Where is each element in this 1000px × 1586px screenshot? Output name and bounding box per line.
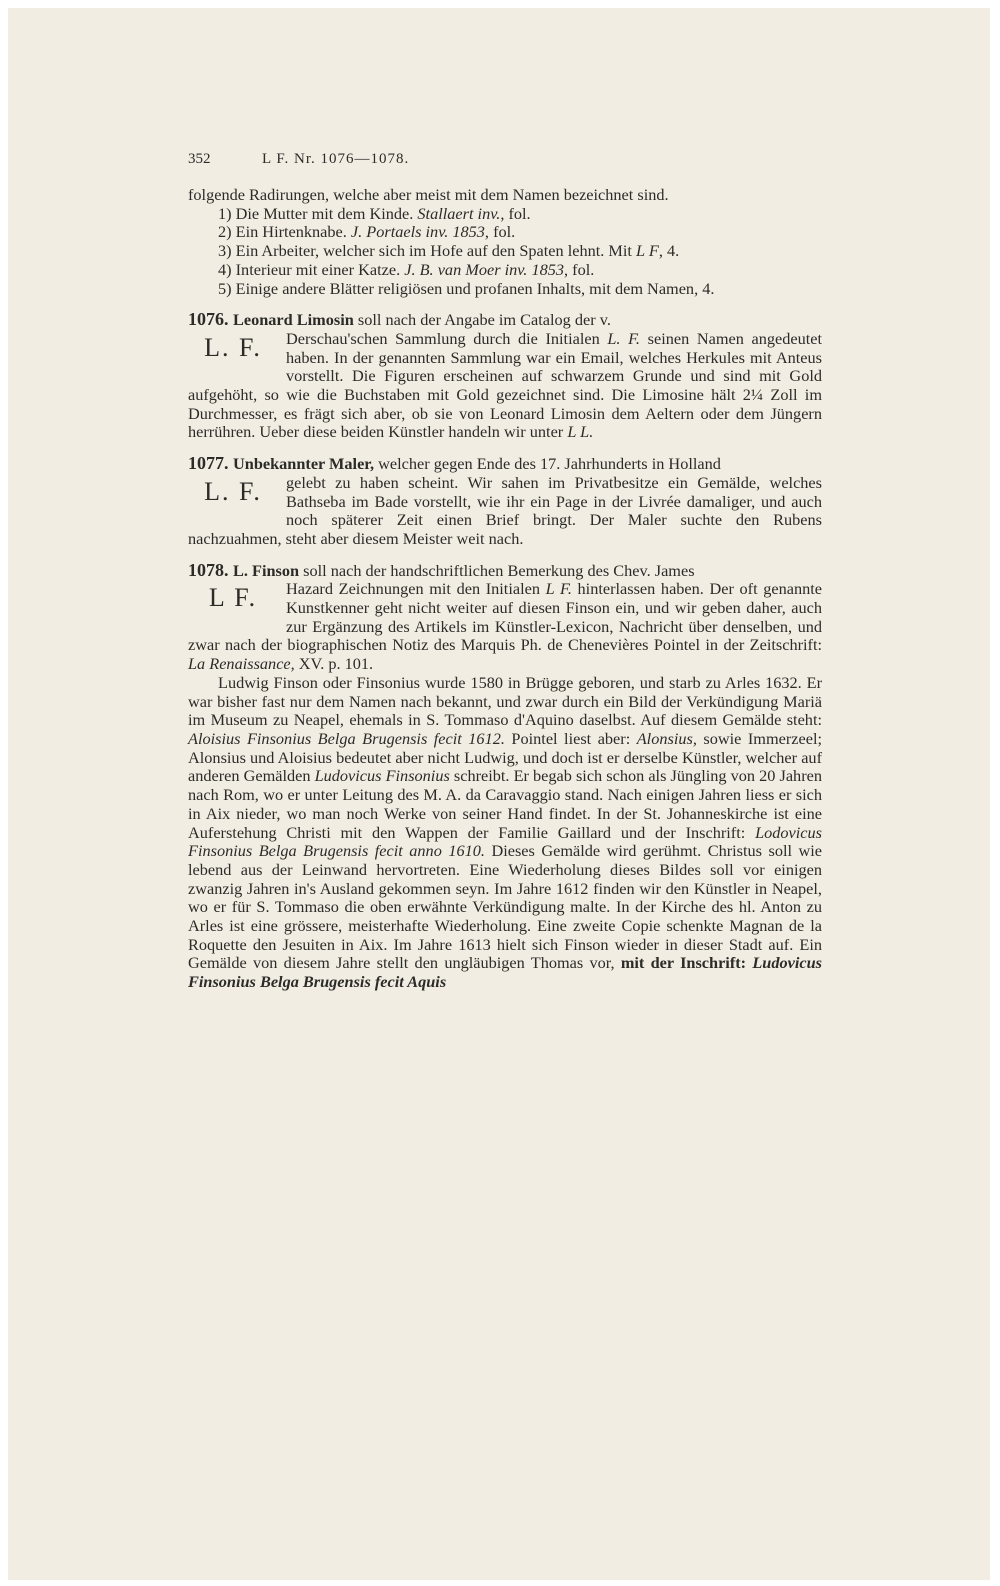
list-item: 3) Ein Arbeiter, welcher sich im Hofe auf den Spaten lehnt. Mit L F, 4.: [218, 241, 680, 261]
italic-text: La Renaissance,: [188, 654, 295, 674]
entry-text: Derschau'schen Sammlung durch die Initialen: [286, 328, 608, 348]
italic-text: Ludovicus Finsonius Belga Brugensis fecit Aquis: [188, 953, 822, 992]
monogram: L. F.: [204, 476, 262, 506]
monogram: L. F.: [204, 332, 262, 362]
entry-number: 1077.: [188, 453, 233, 474]
italic-text: L F.: [545, 579, 572, 599]
intro-paragraph: folgende Radirungen, welche aber meist mit dem Namen bezeichnet sind.: [188, 185, 669, 204]
body-text: mit der Inschrift:: [620, 953, 753, 973]
running-title: L F. Nr. 1076—1078.: [262, 151, 410, 167]
document-page: [188, 150, 822, 992]
body-paragraph: [188, 674, 822, 992]
entry-text: soll nach der Angabe im Catalog der v.: [353, 310, 611, 330]
entry-text: gelebt zu haben scheint. Wir sahen im Privatbesitze ein Gemälde, welches Bathseba im Bade vorstellt, wie ihr ein Page in der Livrée damaliger, und auch noch späterer Zeit einen Brief bringt. Der Maler suchte den Rubens nachzuahmen, steht aber diesem Meister weit nach.: [188, 472, 822, 548]
list-item: 2) Ein Hirtenknabe. J. Portaels inv. 1853, fol.: [218, 222, 516, 242]
italic-text: L. F.: [607, 328, 641, 348]
body-text: Pointel liest aber:: [504, 728, 637, 748]
list-item: 1) Die Mutter mit dem Kinde. Stallaert inv., fol.: [218, 203, 531, 223]
page-number: 352: [188, 151, 211, 167]
italic-text: Lodovicus Finsonius Belga Brugensis fecit anno 1610.: [188, 822, 822, 861]
entry-text: welcher gegen Ende des 17. Jahrhunderts in Holland: [374, 454, 721, 474]
body-text: sowie Immerzeel; Alonsius und Aloisius bedeutet aber nicht Ludwig, und doch ist er derselbe Künstler, welcher auf anderen Gemälden: [188, 728, 823, 786]
entry-1076: [188, 310, 822, 442]
body-text: Ludwig Finson oder Finsonius wurde 1580 in Brügge geboren, und starb zu Arles 1632. Er war bisher fast nur dem Namen nach bekannt, und zwar durch ein Bild der Verkündigung Mariä im Museum zu Neapel, ehemals in S. Tommaso d'Aquino daselbst. Auf diesem Gemälde steht:: [188, 672, 822, 730]
artist-name: L. Finson: [233, 560, 300, 580]
body-text: Dieses Gemälde wird gerühmt. Christus soll wie lebend aus der Leinwand hervortreten. Eine Wiederholung dieses Bildes soll vor einigen zwanzig Jahren in's Ausland gekommen seyn. Im Jahre 1612 finden wir den Künstler in Neapel, wo er für S. Tommaso die oben erwähnte Verkündigung malte. In der Kirche des hl. Anton zu Arles ist eine grössere, meisterhafte Wiederholung. Eine zweite Copie schenkte Magnan de la Roquette den Jesuiten in Aix. Im Jahre 1613 hielt sich Finson wieder in dieser Stadt auf. Ein Gemälde von diesem Jahre stellt den ungläubigen Thomas vor,: [188, 841, 822, 973]
entry-number: 1076.: [188, 309, 233, 330]
artist-name: Unbekannter Maler,: [233, 454, 375, 474]
body-text: schreibt. Er begab sich schon als Jüngling von 20 Jahren nach Rom, wo er unter Leitung des M. A. da Caravaggio stand. Nach einigen Jahren liess er sich in Aix nieder, wo man noch Werke von seiner Hand findet. In der St. Johanneskirche ist eine Auferstehung Christi mit den Wappen der Familie Gaillard und der Inschrift:: [188, 766, 822, 842]
entry-text: seinen Namen angedeutet haben. In der genannten Sammlung war ein Email, welches Herkules mit Anteus vorstellt. Die Figuren erscheinen auf schwarzem Grunde und sind mit Gold aufgehöht, so wie die Buchstaben mit Gold gezeichnet sind. Die Limosine hält 2¼ Zoll im Durchmesser, es frägt sich aber, ob sie von Leonard Limosin dem Aeltern oder dem Jüngern herrühren. Ueber diese beiden Künstler handeln wir unter: [188, 328, 822, 442]
entry-text: Hazard Zeichnungen mit den Initialen: [286, 579, 546, 599]
list-item: 4) Interieur mit einer Katze. J. B. van Moer inv. 1853, fol.: [218, 259, 595, 279]
running-head: [188, 150, 822, 172]
entry-1078: [188, 561, 822, 674]
entry-text: hinterlassen haben. Der oft genannte Kunstkenner geht nicht weiter auf diesen Finson ein, und wir geben daher, auch zur Ergänzung des Artikels im Künstler-Lexicon, Nachricht über denselben, und zwar nach der biographischen Notiz des Marquis Ph. de Chenevières Pointel in der Zeitschrift:: [188, 579, 823, 655]
monogram: L F.: [208, 583, 258, 613]
list-item: 5) Einige andere Blätter religiösen und profanen Inhalts, mit dem Namen, 4.: [218, 278, 715, 298]
entry-paragraph: [188, 561, 822, 674]
italic-text: Aloisius Finsonius Belga Brugensis fecit 1612.: [188, 728, 505, 748]
entry-number: 1078.: [188, 559, 233, 580]
entry-paragraph: [188, 454, 822, 549]
artist-name: Leonard Limosin: [233, 310, 354, 330]
entry-text: soll nach der handschriftlichen Bemerkung des Chev. James: [299, 560, 695, 580]
entry-text: XV. p. 101.: [294, 654, 374, 674]
entry-1077: [188, 454, 822, 549]
italic-text: Ludovicus Finsonius: [314, 766, 450, 786]
italic-text: Alonsius,: [636, 728, 697, 748]
entry-paragraph: [188, 310, 822, 442]
italic-text: L L.: [567, 422, 594, 442]
